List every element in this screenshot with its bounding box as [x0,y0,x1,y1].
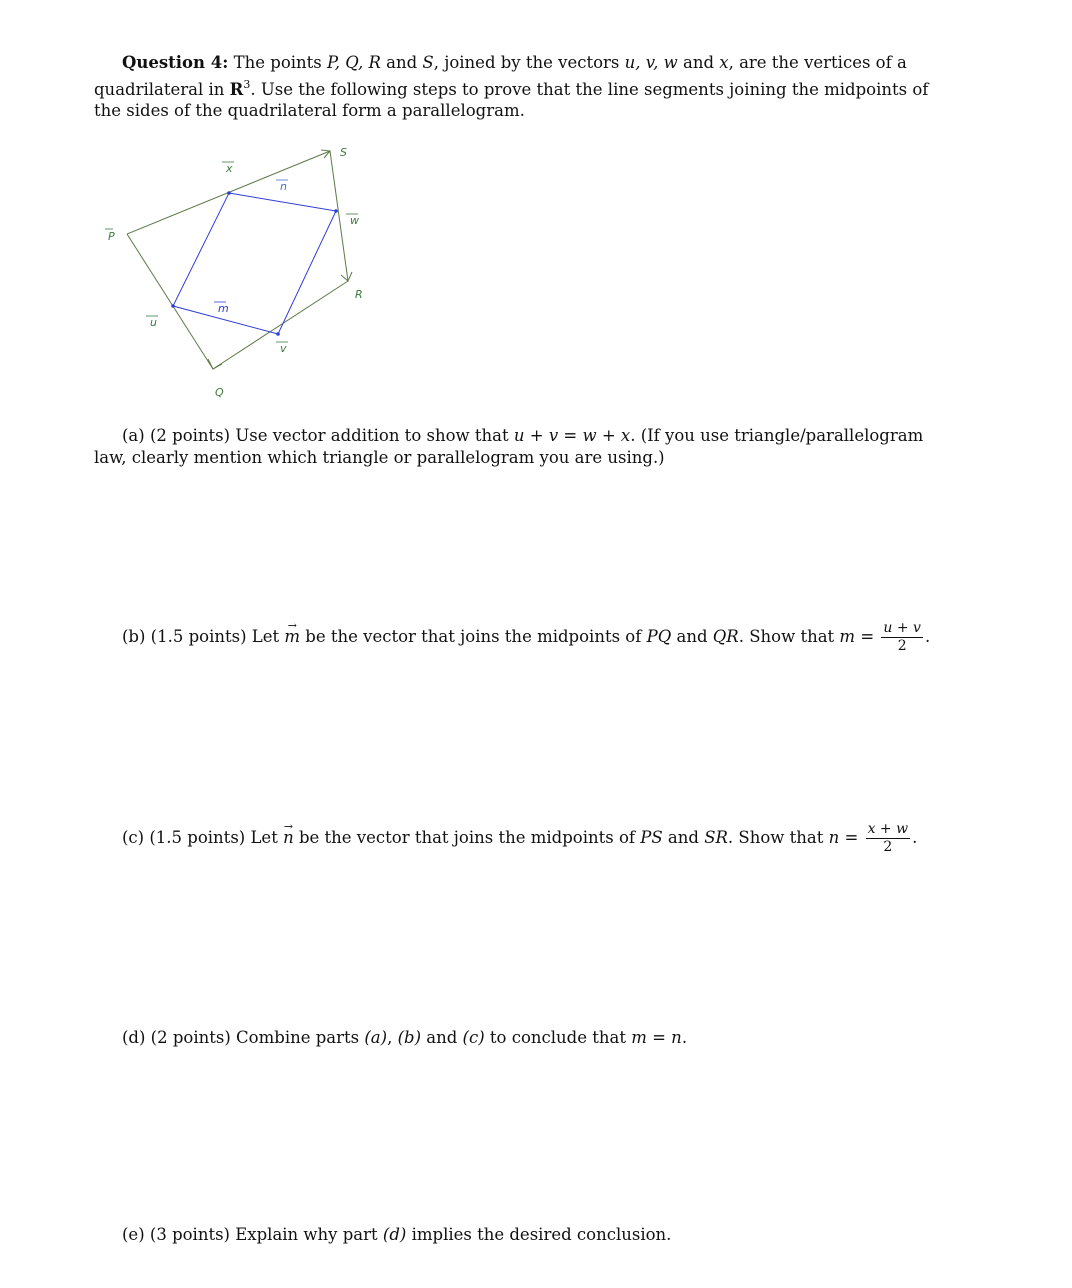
part-c-vector-n: → n [283,827,294,848]
midpoint-parallelogram [173,193,336,334]
part-b-denominator: 2 [897,638,907,654]
label-P: P [108,230,115,243]
part-d [122,1027,687,1048]
quad-side-SR [330,151,348,281]
part-a [94,425,930,468]
part-a-text-2: . (If you use triangle/parallelogram law, clearly mention which triangle or parallelogram you are using.) [94,426,924,467]
part-c-denominator: 2 [883,839,893,855]
part-c-fraction [866,821,911,856]
part-b-numerator: u + v [883,620,921,636]
part-b-text-3: . Show that [738,627,840,646]
question-intro [94,52,930,122]
label-v: v [280,342,287,355]
intro-space-exponent: 3 [243,77,251,91]
intro-text-3: , are the vertices of a quadrilateral in [94,53,907,99]
intro-vectors: u, v, w [624,53,678,72]
part-b-seg-QR: QR [712,627,739,646]
intro-text-4: . Use the following steps to prove that the line segments joining the midpoints of the sides of the quadrilateral form a parallelogram. [94,79,929,120]
part-e-label: (e) (3 points) [122,1225,230,1244]
part-d-ref-b: (b) [397,1028,422,1047]
part-c-period: . [912,828,918,847]
part-d-text-1: Combine parts [236,1028,365,1047]
part-b [122,620,930,655]
part-e-text-2: implies the desired conclusion. [406,1225,672,1244]
quadrilateral-diagram [100,138,390,408]
part-b-label: (b) (1.5 points) [122,627,247,646]
diagram-label-arrows [105,162,358,342]
part-e-ref-d: (d) [382,1225,407,1244]
intro-and-1: and [380,53,423,72]
part-b-eq-lhs: m = [839,627,875,646]
quad-side-QR [213,281,348,369]
part-c-and: and [662,828,705,847]
part-c-text-1: Let [250,828,284,847]
label-m: m [218,302,229,315]
intro-point-s: S [422,53,434,72]
part-e [122,1224,671,1245]
part-c-numerator: x + w [867,821,909,837]
label-w: w [350,214,359,227]
intro-vector-x: x [719,53,729,72]
part-c-eq-lhs: n = [828,828,859,847]
part-c [122,821,917,856]
part-d-period: . [681,1028,688,1047]
quad-side-PQ [127,234,213,369]
part-b-seg-PQ: PQ [646,627,672,646]
part-a-label: (a) (2 points) [122,426,231,445]
part-d-label: (d) (2 points) [122,1028,231,1047]
part-c-label: (c) (1.5 points) [122,828,246,847]
intro-space-R: R [229,79,244,99]
label-R: R [355,288,363,301]
part-d-and: and [421,1028,463,1047]
part-b-fraction [881,620,923,655]
part-a-text-1: Use vector addition to show that [235,426,514,445]
part-b-vector-m: → m [284,626,300,647]
part-c-seg-PS: PS [640,828,663,847]
part-a-equation: u + v = w + x [513,426,631,445]
intro-text-2: , joined by the vectors [433,53,625,72]
part-d-ref-c: (c) [462,1028,485,1047]
label-S: S [340,146,347,159]
question-heading: Question 4: [122,53,229,72]
part-d-equation: m = n [631,1028,682,1047]
label-u: u [150,316,157,329]
part-b-and: and [671,627,713,646]
label-Q: Q [215,386,224,399]
intro-and-2: and [677,53,720,72]
part-c-text-2: be the vector that joins the midpoints of [293,828,641,847]
part-d-text-2: to conclude that [484,1028,632,1047]
part-d-sep: , [387,1028,398,1047]
part-b-text-1: Let [251,627,285,646]
intro-text-1: The points [233,53,328,72]
part-d-ref-a: (a) [364,1028,388,1047]
part-c-text-3: . Show that [727,828,829,847]
part-b-text-2: be the vector that joins the midpoints of [300,627,647,646]
midpoint-dots [171,191,338,336]
part-c-seg-SR: SR [704,828,728,847]
label-n: n [280,180,287,193]
part-b-period: . [924,627,931,646]
intro-points: P, Q, R [327,53,381,72]
part-e-text-1: Explain why part [235,1225,383,1244]
label-x: x [226,162,233,175]
